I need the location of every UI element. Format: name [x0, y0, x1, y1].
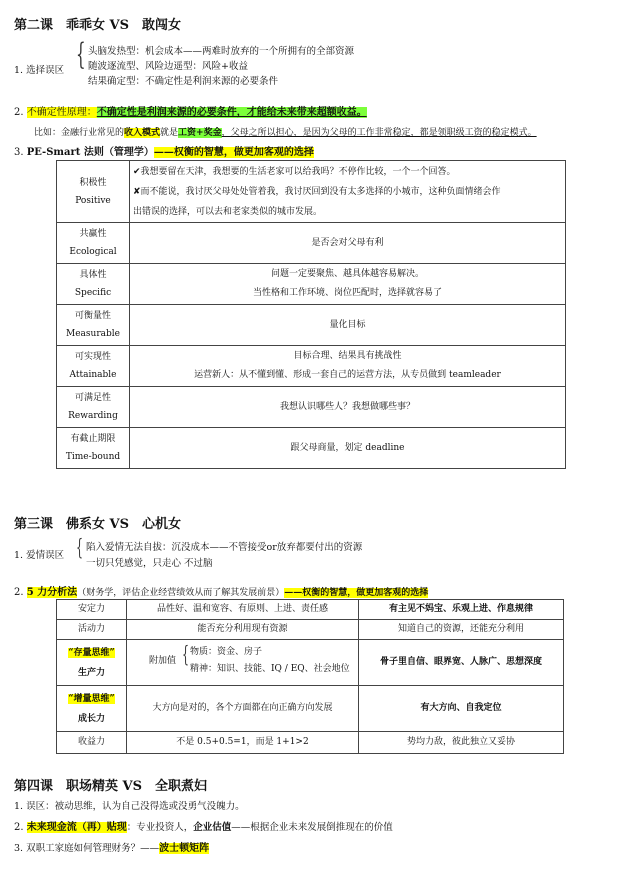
- five-mid-cell: [127, 640, 359, 686]
- smart-cn: 共赢性: [79, 229, 107, 239]
- table-row: [57, 264, 566, 305]
- five-force-table: [56, 599, 564, 754]
- table-row: [57, 640, 564, 686]
- item-number: 2.: [14, 587, 24, 598]
- smart-line: 我想认识哪些人？我想做哪些事？: [279, 401, 415, 412]
- table-row: [57, 600, 564, 620]
- five-mid-cell: 品性好、温和宽容、有原则、上进、责任感: [127, 600, 359, 620]
- stock-thinking-tag: “存量思维”: [68, 647, 115, 658]
- smart-line: 跟父母商量，划定 deadline: [290, 442, 405, 453]
- five-name-cell: 活动力: [57, 620, 127, 640]
- example-text: ，父母之所以担心，是因为父母的工作非常稳定，都是领职级工资的稳定模式。: [221, 128, 537, 138]
- smart-label-cell: [57, 387, 130, 428]
- smart-en: Time-bound: [65, 452, 121, 462]
- lesson4-item2: [14, 818, 393, 833]
- smart-label-cell: [57, 428, 130, 469]
- principle-statement: 不确定性是利润来源的必要条件，才能给未来带来超额收益。: [96, 107, 367, 118]
- five-name-cell: 安定力: [57, 600, 127, 620]
- five-force-label: 5 力分析法: [26, 587, 78, 598]
- smart-line: 运营新人：从不懂到懂、形成一套自己的运营方法，从专员做到 teamleader: [194, 370, 501, 380]
- lesson2-item2: [14, 103, 367, 118]
- list-item: 随波逐流型、风险边遥型：风险+收益: [88, 61, 248, 72]
- five-right-cell: 势均力敌，彼此独立又妥协: [359, 732, 564, 754]
- lesson2-item3: [14, 143, 314, 158]
- item-number: 2.: [14, 107, 24, 118]
- principle-label: 不确定性原理：: [26, 107, 97, 118]
- smart-cn: 积极性: [79, 177, 107, 188]
- five-name-cell: 收益力: [57, 732, 127, 754]
- smart-label-cell: [57, 346, 130, 387]
- left-brace-icon: {: [182, 643, 189, 668]
- table-row: [57, 387, 566, 428]
- item3-text: 3. 双职工家庭如何管理财务？——: [14, 843, 160, 854]
- smart-content-cell: [130, 387, 566, 428]
- smart-table: [56, 160, 566, 469]
- smart-line: 是否会对父母有利: [311, 237, 384, 248]
- pe-smart-paren: （管理学）: [103, 147, 154, 158]
- smart-line: 当性格和工作环境、岗位匹配时，选择就容易了: [252, 288, 442, 298]
- five-mid-cell: 能否充分利用现有资源: [127, 620, 359, 640]
- table-row: [57, 620, 564, 640]
- example-text: 比如：金融行业常见的: [34, 128, 125, 138]
- added-value-label: 附加值: [149, 656, 177, 666]
- smart-content-cell: [130, 428, 566, 469]
- lesson3-item1-label: 1. 爱情误区: [14, 550, 65, 561]
- smart-label-cell: [57, 305, 130, 346]
- pe-smart-label: PE-Smart 法则: [26, 147, 104, 158]
- lesson2-title: 第二课 乖乖女 VS 敢闯女: [14, 18, 182, 33]
- list-item: 头脑发热型：机会成本——两难时放弃的一个所拥有的全部资源: [88, 46, 355, 57]
- five-right-cell: 有大方向、自我定位: [359, 686, 564, 732]
- five-right-cell: 有主见不妈宝、乐观上进、作息规律: [359, 600, 564, 620]
- table-row: [57, 305, 566, 346]
- smart-cn: 可满足性: [74, 393, 111, 403]
- table-row: [57, 428, 566, 469]
- highlight-income-model: 收入模式: [124, 128, 161, 138]
- added-value-line: 物质：资金、房子: [190, 647, 263, 657]
- five-name: 生产力: [77, 667, 105, 678]
- lesson3-item1-list: [86, 540, 362, 572]
- smart-en: Positive: [75, 195, 111, 206]
- item-number: 2.: [14, 822, 24, 833]
- lesson3-title: 第三课 佛系女 VS 心机女: [14, 517, 182, 532]
- smart-line: ✔我想要留在天津，我想要的生活老家可以给我吗？不停作比较，一个一个回答。: [133, 166, 456, 177]
- lesson4-title: 第四课 职场精英 VS 全职煮妇: [14, 779, 208, 794]
- five-name-cell: [57, 686, 127, 732]
- pe-smart-tail: ——权衡的智慧，做更加客观的选择: [153, 147, 314, 158]
- smart-cn: 有截止期限: [70, 434, 116, 444]
- smart-label-cell: [57, 264, 130, 305]
- smart-line: 出错误的选择，可以去和老家类似的城市发展。: [133, 206, 323, 217]
- five-mid-cell: 不是 0.5+0.5=1，而是 1+1>2: [127, 732, 359, 754]
- lesson3-item2: [14, 583, 428, 598]
- five-name-cell: [57, 640, 127, 686]
- left-brace-icon: {: [76, 37, 86, 72]
- smart-line: 目标合理、结果具有挑战性: [293, 351, 402, 361]
- item-number: 3.: [14, 147, 24, 158]
- smart-line: 量化目标: [329, 319, 366, 330]
- five-force-tail: ——权衡的智慧，做更加客观的选择: [284, 588, 429, 598]
- smart-content-cell: [130, 223, 566, 264]
- left-brace-icon: {: [76, 536, 83, 561]
- five-right-cell: 知道自己的资源，还能充分利用: [359, 620, 564, 640]
- dcf-label: 未来现金流（再）贴现: [26, 822, 127, 833]
- table-row: [57, 346, 566, 387]
- five-mid-cell: 大方向是对的，各个方面都在向正确方向发展: [127, 686, 359, 732]
- table-row: [57, 686, 564, 732]
- lesson2-example: [34, 125, 537, 138]
- smart-cn: 可衡量性: [74, 311, 111, 321]
- lesson4-item3: [14, 839, 209, 854]
- table-row: [57, 161, 566, 223]
- smart-content-cell: [130, 346, 566, 387]
- smart-en: Ecological: [69, 247, 117, 257]
- lesson4-item1: 1. 误区：被动思维，认为自己没得选或没勇气没魄力。: [14, 801, 245, 812]
- smart-cn: 具体性: [79, 270, 107, 280]
- example-text: 就是: [160, 128, 179, 138]
- five-right-cell: 骨子里自信、眼界宽、人脉广、思想深度: [359, 640, 564, 686]
- smart-line: ✘而不能说，我讨厌父母处处管着我，我讨厌回到没有太多选择的小城市，这种负面情绪会作: [133, 186, 501, 197]
- dcf-text: ——根据企业未来发展倒推现在的价值: [231, 822, 393, 833]
- smart-content-cell: [130, 264, 566, 305]
- smart-cn: 可实现性: [74, 352, 111, 362]
- smart-label-cell: [57, 161, 130, 223]
- smart-line: 问题一定要聚焦、越具体越容易解决。: [270, 269, 424, 279]
- lesson2-item1-label: 1. 选择误区: [14, 65, 65, 76]
- table-row: [57, 732, 564, 754]
- dcf-text: ：专业投资人，: [126, 822, 194, 833]
- smart-en: Attainable: [69, 370, 117, 380]
- highlight-salary-bonus: 工资+奖金: [178, 128, 222, 138]
- smart-en: Specific: [74, 288, 112, 298]
- smart-en: Measurable: [66, 329, 120, 339]
- table-row: [57, 223, 566, 264]
- smart-content-cell: [130, 161, 566, 223]
- incremental-thinking-tag: “增量思维”: [68, 693, 115, 704]
- list-item: 陷入爱情无法自拔：沉没成本——不管接受or放弃都要付出的资源: [86, 542, 363, 553]
- list-item: 一切只凭感觉，只走心 不过脑: [86, 558, 213, 569]
- five-name: 成长力: [77, 713, 105, 724]
- smart-en: Rewarding: [68, 411, 118, 421]
- added-value-line: 精神：知识、技能、IQ / EQ、社会地位: [190, 664, 350, 674]
- lesson2-item1-list: [88, 44, 354, 89]
- valuation-label: 企业估值: [193, 822, 232, 833]
- smart-label-cell: [57, 223, 130, 264]
- five-force-paren: （财务学，评估企业经营绩效从而了解其发展前景）: [77, 588, 285, 598]
- smart-content-cell: [130, 305, 566, 346]
- list-item: 结果确定型：不确定性是利润来源的必要条件: [88, 76, 279, 87]
- boston-matrix-label: 波士顿矩阵: [159, 843, 210, 854]
